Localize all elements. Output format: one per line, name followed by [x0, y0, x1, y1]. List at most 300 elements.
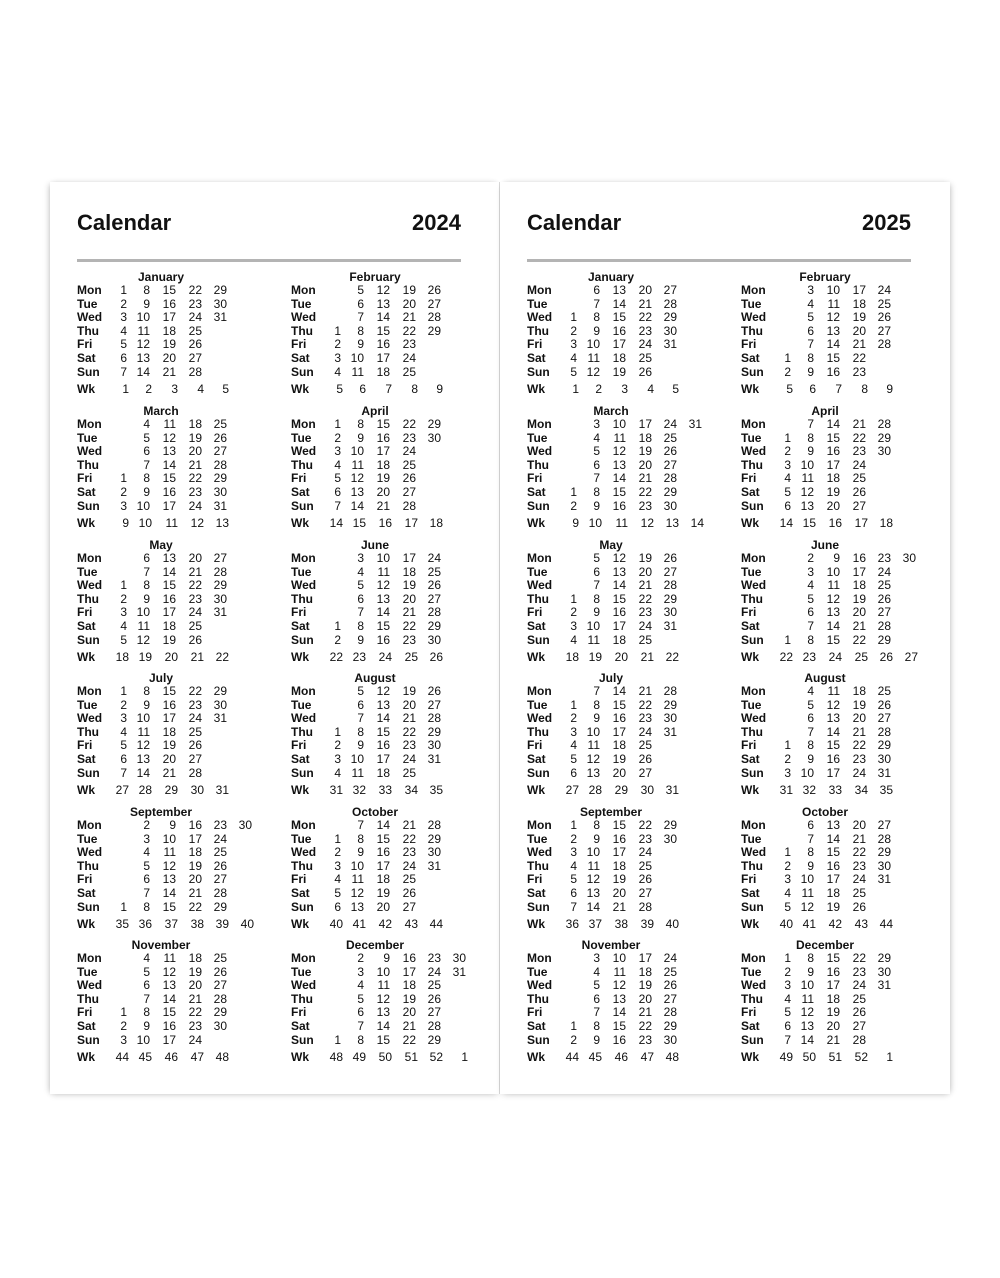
- day-number: 31: [688, 417, 702, 431]
- week-number: 40: [329, 917, 343, 932]
- day-number: 20: [376, 899, 390, 914]
- week-label: Wk: [741, 516, 759, 531]
- day-number: 7: [807, 337, 814, 352]
- day-number: 27: [213, 444, 227, 459]
- week-label: Wk: [527, 382, 545, 397]
- day-label: Sun: [741, 765, 764, 780]
- day-number: 26: [852, 1005, 866, 1020]
- day-number: 14: [826, 417, 840, 431]
- week-number: 32: [352, 783, 366, 798]
- day-number: 28: [877, 417, 891, 431]
- week-label: Wk: [527, 1050, 545, 1065]
- day-number: 12: [826, 310, 840, 325]
- day-number: 26: [188, 632, 202, 647]
- day-number: 18: [612, 351, 626, 365]
- day-label: Wed: [291, 310, 317, 325]
- day-number: 2: [334, 738, 341, 753]
- day-number: 21: [638, 1005, 652, 1020]
- day-number: 15: [162, 1005, 176, 1020]
- day-number: 24: [188, 711, 202, 726]
- day-number: 29: [663, 485, 677, 499]
- day-number: 7: [120, 364, 127, 379]
- week-label: Wk: [741, 1050, 759, 1065]
- day-number: 4: [807, 296, 814, 311]
- day-number: 22: [402, 724, 416, 739]
- day-number: 30: [213, 485, 227, 499]
- day-number: 1: [784, 430, 791, 445]
- day-number: 17: [612, 619, 626, 633]
- day-number: 7: [807, 831, 814, 846]
- month-name: August: [804, 671, 846, 685]
- day-number: 13: [136, 752, 150, 766]
- day-number: 23: [188, 485, 202, 499]
- day-label: Fri: [77, 605, 93, 620]
- day-number: 23: [402, 738, 416, 753]
- header-rule: [77, 259, 461, 262]
- day-number: 25: [427, 978, 441, 993]
- day-number: 5: [120, 632, 127, 647]
- day-label: Mon: [741, 417, 766, 431]
- month-name: June: [810, 538, 839, 552]
- week-number: 43: [404, 917, 418, 932]
- month-block: [741, 672, 931, 802]
- day-number: 22: [402, 323, 416, 338]
- week-number: 10: [588, 516, 602, 531]
- day-number: 30: [427, 738, 441, 753]
- day-label: Tue: [527, 831, 548, 846]
- day-number: 15: [162, 899, 176, 914]
- day-label: Sat: [77, 1019, 96, 1033]
- day-number: 11: [613, 430, 626, 445]
- day-number: 19: [612, 872, 626, 887]
- week-number: 20: [614, 650, 628, 665]
- day-number: 9: [357, 738, 364, 753]
- day-label: Tue: [741, 697, 762, 712]
- week-number: 4: [647, 382, 654, 397]
- week-number: 40: [240, 917, 254, 932]
- day-number: 1: [334, 619, 341, 633]
- week-number: 5: [672, 382, 679, 397]
- week-number: 5: [222, 382, 229, 397]
- day-number: 19: [376, 886, 390, 900]
- day-number: 26: [213, 964, 227, 979]
- day-label: Sun: [291, 498, 314, 513]
- day-number: 5: [784, 899, 791, 914]
- day-number: 7: [593, 578, 600, 593]
- day-number: 19: [402, 991, 416, 1006]
- month-name: August: [354, 671, 396, 685]
- day-number: 20: [188, 551, 202, 565]
- day-number: 17: [612, 724, 626, 739]
- day-number: 12: [376, 578, 390, 593]
- day-number: 16: [852, 551, 866, 565]
- week-label: Wk: [77, 783, 95, 798]
- day-label: Mon: [77, 818, 102, 832]
- day-number: 18: [852, 578, 866, 593]
- week-number: 29: [164, 783, 178, 798]
- day-number: 15: [826, 951, 840, 965]
- day-number: 26: [427, 991, 441, 1006]
- day-number: 20: [852, 605, 866, 620]
- day-label: Fri: [291, 471, 307, 486]
- day-number: 22: [188, 684, 202, 698]
- day-number: 7: [807, 417, 814, 431]
- day-number: 18: [612, 858, 626, 873]
- day-label: Wed: [291, 711, 317, 726]
- day-number: 5: [143, 430, 150, 445]
- day-number: 2: [784, 444, 791, 459]
- day-number: 26: [188, 738, 202, 753]
- day-number: 9: [593, 498, 600, 513]
- day-number: 12: [800, 899, 814, 914]
- day-number: 3: [120, 498, 127, 513]
- week-number: 9: [436, 382, 443, 397]
- day-number: 29: [213, 578, 227, 593]
- day-number: 24: [638, 619, 652, 633]
- day-number: 13: [826, 323, 840, 338]
- day-number: 7: [143, 991, 150, 1006]
- day-label: Tue: [77, 564, 98, 579]
- week-number: 45: [138, 1050, 152, 1065]
- week-number: 52: [854, 1050, 868, 1065]
- day-label: Sun: [741, 899, 764, 914]
- day-number: 16: [376, 337, 390, 352]
- day-number: 2: [334, 337, 341, 352]
- day-number: 25: [852, 886, 866, 900]
- day-number: 1: [784, 951, 791, 965]
- month-block: [741, 405, 931, 535]
- day-label: Sun: [77, 498, 100, 513]
- week-number: 31: [329, 783, 343, 798]
- day-number: 20: [852, 818, 866, 832]
- week-number: 9: [886, 382, 893, 397]
- day-number: 8: [593, 485, 600, 499]
- day-label: Sat: [291, 485, 310, 499]
- day-label: Fri: [77, 471, 93, 486]
- week-number: 4: [197, 382, 204, 397]
- day-number: 16: [612, 831, 626, 846]
- day-number: 16: [612, 711, 626, 726]
- day-number: 31: [663, 619, 677, 633]
- day-number: 15: [376, 1032, 390, 1047]
- day-number: 3: [120, 605, 127, 620]
- day-number: 14: [586, 899, 600, 914]
- month-name: December: [345, 938, 405, 952]
- day-number: 7: [143, 564, 150, 579]
- day-label: Fri: [291, 738, 307, 753]
- day-number: 1: [120, 1005, 127, 1020]
- day-label: Sat: [741, 485, 760, 499]
- day-number: 22: [852, 951, 866, 965]
- day-number: 13: [162, 978, 176, 993]
- day-number: 12: [136, 337, 150, 352]
- day-number: 27: [638, 765, 652, 780]
- day-number: 17: [826, 978, 840, 993]
- day-number: 3: [784, 765, 791, 780]
- month-name: February: [349, 270, 401, 284]
- day-label: Sat: [291, 619, 310, 633]
- day-label: Wed: [291, 444, 317, 459]
- day-number: 25: [188, 619, 202, 633]
- week-label: Wk: [527, 783, 545, 798]
- day-number: 4: [334, 457, 341, 472]
- day-label: Mon: [291, 283, 316, 297]
- day-number: 12: [376, 684, 390, 698]
- day-number: 3: [570, 845, 577, 860]
- day-number: 27: [852, 1019, 866, 1033]
- day-number: 8: [143, 684, 150, 698]
- week-number: 19: [138, 650, 152, 665]
- day-number: 29: [877, 632, 891, 647]
- month-name: July: [148, 671, 173, 685]
- week-number: 40: [779, 917, 793, 932]
- day-number: 28: [877, 831, 891, 846]
- day-number: 31: [427, 752, 441, 766]
- day-number: 12: [612, 551, 626, 565]
- day-number: 13: [586, 886, 600, 900]
- day-label: Sat: [527, 619, 546, 633]
- day-number: 3: [120, 310, 127, 325]
- day-number: 16: [612, 1032, 626, 1047]
- day-number: 8: [357, 831, 364, 846]
- day-number: 18: [162, 724, 176, 739]
- day-number: 20: [612, 765, 626, 780]
- day-number: 23: [427, 951, 441, 965]
- day-number: 23: [188, 697, 202, 712]
- day-number: 12: [162, 964, 176, 979]
- day-number: 13: [826, 711, 840, 726]
- day-number: 5: [120, 337, 127, 352]
- day-label: Sat: [741, 1019, 760, 1033]
- week-label: Wk: [291, 382, 309, 397]
- day-number: 29: [427, 831, 441, 846]
- day-number: 31: [663, 337, 677, 352]
- day-number: 27: [427, 591, 441, 606]
- day-number: 29: [663, 591, 677, 606]
- day-number: 22: [638, 1019, 652, 1033]
- day-label: Sat: [291, 886, 310, 900]
- month-name: October: [801, 805, 848, 819]
- day-number: 23: [877, 551, 891, 565]
- day-number: 3: [120, 711, 127, 726]
- week-number: 28: [138, 783, 152, 798]
- day-number: 26: [663, 444, 677, 459]
- week-number: 11: [165, 516, 178, 531]
- week-number: 39: [215, 917, 229, 932]
- day-number: 15: [376, 724, 390, 739]
- day-number: 30: [663, 711, 677, 726]
- week-number: 35: [879, 783, 893, 798]
- day-number: 5: [593, 444, 600, 459]
- day-label: Thu: [77, 591, 99, 606]
- day-number: 7: [593, 471, 600, 486]
- day-number: 25: [663, 430, 677, 445]
- day-number: 19: [188, 430, 202, 445]
- day-number: 8: [807, 430, 814, 445]
- day-number: 1: [570, 591, 577, 606]
- week-number: 23: [802, 650, 816, 665]
- day-label: Sun: [77, 1032, 100, 1047]
- day-number: 20: [188, 444, 202, 459]
- day-number: 28: [427, 1019, 441, 1033]
- day-label: Sun: [741, 364, 764, 379]
- day-number: 30: [877, 858, 891, 873]
- week-number: 11: [615, 516, 628, 531]
- week-number: 18: [565, 650, 579, 665]
- month-name: October: [351, 805, 398, 819]
- day-number: 5: [570, 752, 577, 766]
- week-label: Wk: [77, 1050, 95, 1065]
- day-number: 22: [402, 1032, 416, 1047]
- day-number: 1: [570, 310, 577, 325]
- day-number: 31: [877, 978, 891, 993]
- week-label: Wk: [291, 516, 309, 531]
- day-number: 23: [188, 591, 202, 606]
- day-label: Fri: [527, 471, 543, 486]
- day-number: 8: [143, 1005, 150, 1020]
- day-number: 11: [587, 858, 600, 873]
- day-number: 2: [334, 632, 341, 647]
- day-label: Mon: [741, 951, 766, 965]
- day-number: 30: [452, 951, 466, 965]
- day-label: Wed: [291, 845, 317, 860]
- day-label: Mon: [741, 551, 766, 565]
- day-number: 15: [162, 471, 176, 486]
- day-number: 30: [663, 323, 677, 338]
- day-label: Mon: [527, 951, 552, 965]
- day-number: 28: [638, 899, 652, 914]
- week-number: 18: [115, 650, 129, 665]
- day-number: 23: [852, 444, 866, 459]
- day-number: 1: [570, 1019, 577, 1033]
- day-number: 29: [427, 417, 441, 431]
- day-number: 22: [638, 697, 652, 712]
- day-label: Sun: [741, 632, 764, 647]
- day-number: 16: [162, 697, 176, 712]
- day-number: 10: [136, 605, 150, 620]
- day-number: 30: [663, 605, 677, 620]
- day-number: 17: [162, 1032, 176, 1047]
- week-label: Wk: [77, 650, 95, 665]
- day-number: 12: [612, 978, 626, 993]
- week-number: 34: [854, 783, 868, 798]
- day-number: 12: [350, 471, 364, 486]
- day-number: 17: [826, 872, 840, 887]
- day-number: 20: [402, 591, 416, 606]
- day-number: 23: [188, 1019, 202, 1033]
- day-label: Fri: [77, 1005, 93, 1020]
- day-number: 3: [807, 564, 814, 579]
- month-name: July: [598, 671, 623, 685]
- day-label: Sat: [527, 485, 546, 499]
- day-number: 19: [852, 591, 866, 606]
- day-number: 25: [877, 578, 891, 593]
- day-number: 7: [593, 1005, 600, 1020]
- day-label: Fri: [291, 337, 307, 352]
- day-number: 30: [877, 964, 891, 979]
- day-label: Sun: [527, 899, 550, 914]
- day-number: 16: [162, 1019, 176, 1033]
- day-number: 31: [877, 765, 891, 780]
- day-number: 20: [188, 872, 202, 887]
- week-number: 36: [138, 917, 152, 932]
- day-number: 26: [638, 364, 652, 379]
- day-label: Thu: [527, 858, 549, 873]
- day-label: Mon: [77, 417, 102, 431]
- day-label: Wed: [527, 310, 553, 325]
- day-number: 25: [402, 872, 416, 887]
- day-number: 18: [376, 457, 390, 472]
- day-number: 21: [612, 899, 626, 914]
- day-label: Tue: [291, 430, 312, 445]
- week-number: 13: [215, 516, 229, 531]
- day-label: Thu: [741, 591, 763, 606]
- month-block: [77, 271, 267, 401]
- month-name: November: [131, 938, 191, 952]
- day-label: Tue: [527, 964, 548, 979]
- day-number: 8: [807, 845, 814, 860]
- day-number: 21: [638, 684, 652, 698]
- day-number: 27: [402, 899, 416, 914]
- day-number: 27: [213, 978, 227, 993]
- day-number: 16: [376, 738, 390, 753]
- day-label: Mon: [291, 818, 316, 832]
- day-number: 26: [188, 337, 202, 352]
- day-number: 11: [587, 351, 600, 365]
- day-label: Sun: [291, 765, 314, 780]
- day-number: 16: [188, 818, 202, 832]
- day-number: 2: [784, 964, 791, 979]
- day-label: Thu: [77, 991, 99, 1006]
- week-number: 17: [404, 516, 418, 531]
- week-number: 42: [378, 917, 392, 932]
- week-number: 16: [828, 516, 842, 531]
- day-number: 17: [852, 283, 866, 297]
- day-number: 14: [136, 364, 150, 379]
- day-number: 6: [807, 711, 814, 726]
- week-number: 21: [190, 650, 204, 665]
- day-number: 22: [188, 899, 202, 914]
- day-number: 5: [593, 551, 600, 565]
- day-number: 28: [213, 991, 227, 1006]
- day-number: 15: [612, 310, 626, 325]
- day-label: Sun: [527, 1032, 550, 1047]
- day-number: 31: [213, 498, 227, 513]
- day-number: 12: [826, 591, 840, 606]
- day-number: 16: [376, 845, 390, 860]
- day-label: Sat: [741, 886, 760, 900]
- day-number: 1: [784, 738, 791, 753]
- day-number: 10: [612, 417, 626, 431]
- week-number: 38: [190, 917, 204, 932]
- day-label: Tue: [741, 296, 762, 311]
- day-number: 4: [334, 872, 341, 887]
- day-number: 20: [188, 978, 202, 993]
- day-number: 5: [143, 964, 150, 979]
- day-number: 27: [877, 323, 891, 338]
- day-number: 14: [612, 578, 626, 593]
- day-number: 18: [376, 872, 390, 887]
- day-number: 21: [638, 296, 652, 311]
- month-block: [77, 939, 267, 1069]
- day-number: 19: [826, 485, 840, 499]
- week-number: 17: [854, 516, 868, 531]
- day-number: 27: [213, 551, 227, 565]
- day-label: Thu: [527, 991, 549, 1006]
- day-number: 20: [638, 991, 652, 1006]
- week-number: 44: [565, 1050, 579, 1065]
- day-label: Thu: [77, 858, 99, 873]
